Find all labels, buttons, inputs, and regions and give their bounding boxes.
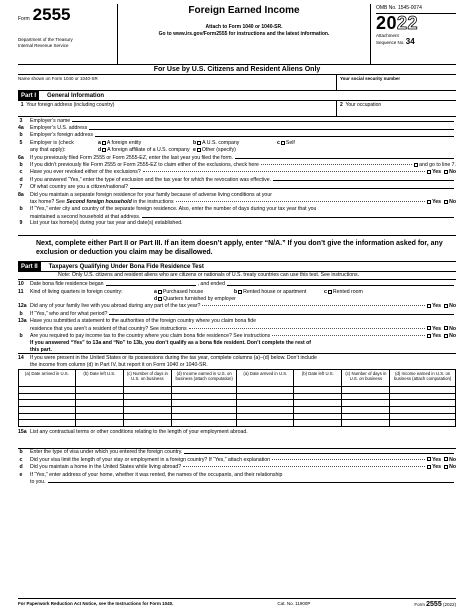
part1-tag: Part I [18,91,39,101]
table-cell[interactable] [390,400,456,407]
table-cell[interactable] [19,387,76,394]
table-cell[interactable] [294,387,342,394]
line1-label: Your foreign address (including country) [26,102,115,108]
yes-option[interactable] [427,464,441,470]
checkbox[interactable] [444,200,448,204]
table-cell[interactable] [390,393,456,400]
form-label: Form [18,16,30,22]
line8b-label-1: If “Yes,” enter city and country of the separate foreign residence. Also, enter the number of days during your tax year that you [30,206,317,213]
attach-line: Attach to Form 1040 or 1040-SR. [205,24,283,30]
line5-label-a: Employer is (check [30,139,74,146]
table-cell[interactable] [294,400,342,407]
option-label: A U.S. company [202,139,240,146]
line-13-warning-1 [18,340,456,347]
name-field[interactable] [18,75,336,90]
table-cell[interactable] [171,420,237,427]
line-4a: 4a Employer’s U.S. address [18,124,456,131]
table-cell[interactable] [294,413,342,420]
table-cell[interactable] [171,387,237,394]
table-cell[interactable] [390,387,456,394]
omb-number: OMB No. 1545-0074 [376,5,456,14]
table-cell[interactable] [75,387,123,394]
no-label: No [449,332,456,339]
checkbox[interactable] [197,141,201,145]
table-cell[interactable] [342,413,390,420]
checkbox[interactable] [444,170,448,174]
checkbox[interactable] [281,141,285,145]
line11-label: Kind of living quarters in foreign country: [30,288,123,295]
table-cell[interactable] [237,413,294,420]
table-cell[interactable] [171,413,237,420]
line13a-label-1: Have you submitted a statement to the authorities of the foreign country where you claim bona fide [30,318,257,325]
part2-header [18,262,456,272]
option-label: Self [285,139,295,146]
yes-label: Yes [432,169,442,176]
line-13b: b Are you required to pay income tax to the country where you claim bona fide residence? See instructions Yes No [18,332,456,339]
line15b-label: Enter the type of visa under which you entered the foreign country. [30,449,183,456]
no-label: No [449,325,456,332]
dept-line1: Department of the Treasury [18,37,73,42]
yes-option[interactable] [427,169,441,175]
table-row [19,387,456,394]
part2-title: Taxpayers Qualifying Under Bona Fide Residence Test [48,263,204,270]
for-use-banner: For Use by U.S. Citizens and Resident Aliens Only [18,65,456,75]
part1-title: General Information [47,92,105,99]
option-label: Rented room [332,288,363,295]
line-15a: 15a List any contractual terms or other conditions relating to the length of your employment abroad. [18,427,456,449]
citizenship-input[interactable] [130,185,454,189]
no-option[interactable] [444,326,456,332]
no-label: No [449,198,456,205]
checkbox[interactable] [444,304,448,308]
table-row [19,413,456,420]
line2-label: Your occupation [345,102,382,108]
line6d-label: If you answered “Yes,” enter the type of exclusion and the tax year for which the revocation was effective. [30,176,272,183]
line15d-label: Did you maintain a home in the United States while living abroad? [30,464,182,471]
table-cell[interactable] [75,406,123,413]
table-cell[interactable] [123,387,171,394]
table-cell[interactable] [123,393,171,400]
option-label: Purchased house [162,288,204,295]
checkbox[interactable] [427,465,431,469]
line14-label-2: the income from column (d) in Part IV, but report it on Form 1040 or 1040-SR. [30,362,208,369]
option-label: Rented house or apartment [243,288,307,295]
option-label: Other (specify) [201,147,236,154]
checkbox[interactable] [444,457,448,461]
no-option[interactable] [444,199,456,205]
line-11-row1: 11 Kind of living quarters in foreign country: a Purchased house b Rented house or apartment c Rented room [18,288,363,295]
tax-year [376,14,456,33]
table-row [19,406,456,413]
occupation-field[interactable]: 2 Your occupation [336,101,456,116]
line-14-1: 14 If you were present in the United States or its possessions during the tax year, complete columns (a)–(d) below. Don’t include [18,355,317,362]
line3-label: Employer’s name [30,117,71,124]
line-6b: b If you didn’t previously file Form 2555 or Form 2555-EZ to claim either of the exclusions, check here and go to line 7. [18,162,456,169]
header-center [118,4,370,64]
col-date-arrived-2: (a) Date arrived in U.S. [237,370,294,387]
name-label: Name shown on Form 1040 or 1040-SR [18,76,98,81]
line12a-label: Did any of your family live with you abroad during any part of the tax year? [30,303,201,310]
line6b-label: If you didn’t previously file Form 2555 or Form 2555-EZ to claim either of the exclusions, check here [30,162,259,169]
checkbox[interactable] [444,326,448,330]
col-date-left: (b) Date left U.S. [75,370,123,387]
table-cell[interactable] [171,393,237,400]
yes-option[interactable] [427,326,441,332]
employer-foreign-affiliate-option[interactable]: d A foreign affiliate of a U.S. company [98,147,190,154]
table-cell[interactable] [390,413,456,420]
attachment-label: Attachment [376,33,399,38]
name-row [18,75,456,91]
line6b-end: and go to line 7. [419,162,456,169]
checkbox[interactable] [238,290,242,294]
line4a-label: Employer’s U.S. address [30,125,88,132]
table-cell[interactable] [294,406,342,413]
line-12b: b If “Yes,” who and for what period? [18,310,456,317]
rented-house-option[interactable]: b Rented house or apartment [234,288,307,295]
table-cell[interactable] [390,420,456,427]
line15a-label: List any contractual terms or other conditions relating to the length of your employment abroad. [30,428,248,435]
line-5-row2 [18,147,456,154]
no-option[interactable] [444,464,456,470]
no-label: No [449,456,456,463]
ssn-field[interactable] [336,75,456,90]
us-home-address-input[interactable] [48,479,454,483]
line15e-label-1: If “Yes,” enter address of your home, whether it was rented, the names of the occupants, and their relationship [30,471,283,478]
table-cell[interactable] [342,393,390,400]
line8a-label-2 [30,199,174,205]
checkbox[interactable] [102,148,106,152]
no-label: No [449,169,456,176]
line5-label-b: any that apply): [30,147,66,154]
ssn-label: Your social security number [340,76,401,81]
line-8b-1: b If “Yes,” enter city and country of the separate foreign residence. Also, enter the number of days during your tax year that you [18,206,317,213]
table-cell[interactable] [19,413,76,420]
table-cell[interactable] [237,420,294,427]
header-left [18,4,118,64]
checkbox[interactable] [427,200,431,204]
checkbox[interactable] [158,297,162,301]
yes-label: Yes [432,332,442,339]
line-8a-2 [18,198,456,205]
residence-ended-input[interactable] [227,282,454,286]
table-cell[interactable] [342,400,390,407]
line-5-row1: 5 Employer is (check a A foreign entity b A U.S. company c Self [18,139,295,146]
no-label: No [449,464,456,471]
employer-name-input[interactable] [72,118,454,122]
line8a-text-b: Second foreign household [66,198,132,205]
line-12a: 12a Did any of your family live with you abroad during any part of the tax year? Yes No [18,303,456,310]
line-15e-1: e If “Yes,” enter address of your home, whether it was rented, the names of the occupants, and their relationship [18,471,283,478]
revocation-input[interactable] [273,177,454,181]
employer-quarters-option[interactable]: d Quarters furnished by employer [154,295,236,302]
employer-self-option[interactable]: c Self [277,139,295,146]
line-7: 7 Of what country are you a citizen/national? [18,184,456,191]
table-cell[interactable] [342,387,390,394]
footer-year: (2022) [442,602,456,607]
form-number: 2555 [32,5,71,24]
header-right [370,4,456,64]
table-cell[interactable] [171,406,237,413]
table-cell[interactable] [390,406,456,413]
line15c-label: Did your visa limit the length of your stay or employment in a foreign country? If “Yes,” attach explanation [30,456,270,463]
line13-warning-text-2: this part. [30,347,52,354]
line13b-label: Are you required to pay income tax to the country where you claim bona fide residence? See instructions [30,332,271,339]
col-days-business-2: (c) Number of days in U.S. on business [342,370,390,387]
table-cell[interactable] [19,406,76,413]
form-footer [18,598,456,608]
presence-table [18,369,456,427]
employer-us-address-input[interactable] [89,126,454,130]
no-option[interactable] [444,457,456,463]
line10-end-label: , and ended [197,281,225,288]
line4b-label: Employer’s foreign address [30,132,93,139]
yes-label: Yes [432,464,442,471]
table-cell[interactable] [123,406,171,413]
table-cell[interactable] [19,400,76,407]
line-4b: b Employer’s foreign address [18,132,456,139]
table-cell[interactable] [237,387,294,394]
residence-began-input[interactable] [106,282,196,286]
line6a-label: If you previously filed Form 2555 or Form 2555-EZ, enter the last year you filed the form. [30,154,233,161]
line-6a: 6a If you previously filed Form 2555 or Form 2555-EZ, enter the last year you filed the form. [18,154,456,161]
col-income-earned: (d) Income earned in U.S. on business (attach computation) [171,370,237,387]
line6b-checkbox[interactable] [414,163,418,167]
table-header-row [19,370,456,387]
table-cell[interactable] [237,393,294,400]
line-15b: b Enter the type of visa under which you entered the foreign country. [18,449,456,456]
yes-option[interactable] [427,457,441,463]
col-income-earned-2: (d) Income earned in U.S. on business (attach computation) [390,370,456,387]
table-cell[interactable] [75,400,123,407]
line10-label: Date bona fide residence began [30,281,104,288]
col-days-business: (c) Number of days in U.S. on business [123,370,171,387]
checkbox[interactable] [444,465,448,469]
checkbox[interactable] [427,334,431,338]
line-9: 9 List your tax home(s) during your tax year and date(s) established. [18,220,456,236]
yes-label: Yes [432,456,442,463]
lines-1-2 [18,101,456,117]
catalog-number: Cat. No. 11900P [277,601,311,606]
line8a-text-c: in the instructions [131,198,174,205]
employer-foreign-address-input[interactable] [95,133,454,137]
line-6c: c Have you ever revoked either of the exclusions? Yes No [18,169,456,176]
checkbox[interactable] [427,170,431,174]
year-prefix: 20 [376,13,398,33]
line12b-label: If “Yes,” who and for what period? [30,310,108,317]
table-cell[interactable] [294,420,342,427]
table-cell[interactable] [19,393,76,400]
no-option[interactable] [444,169,456,175]
rented-room-option[interactable]: c Rented room [324,288,363,295]
table-cell[interactable] [75,413,123,420]
line8b-label-2: maintained a second household at that address. [30,213,141,220]
option-label: Quarters furnished by employer [163,295,236,302]
part1-header [18,91,456,101]
sequence-label: Sequence No. [376,39,405,45]
line15e-label-2: to you. [30,478,46,485]
checkbox[interactable] [102,141,106,145]
part2-note: Note: Only U.S. citizens and resident aliens who are citizens or nationals of U.S. treaty countries can use this test. See instructions. [18,272,456,280]
checkbox[interactable] [197,148,201,152]
line-15e-2 [18,478,456,485]
line-6d: d If you answered “Yes,” enter the type of exclusion and the tax year for which the revocation was effective. [18,176,456,183]
yes-option[interactable] [427,199,441,205]
checkbox[interactable] [427,457,431,461]
visa-type-input[interactable] [184,450,454,454]
option-label: A foreign entity [106,139,142,146]
line-8a-1: 8a Did you maintain a separate foreign residence for your family because of adverse living conditions at your [18,191,272,198]
line-13-warning-2 [18,347,456,354]
col-date-left-2: (b) Date left U.S. [294,370,342,387]
yes-label: Yes [432,303,442,310]
line-14-2 [18,362,456,369]
line13-warning-text-1: If you answered “Yes” to 13a and “No” to 13b, you don’t qualify as a bona fide resident. Don’t complete the rest of [30,340,312,347]
foreign-address-field[interactable]: 1 Your foreign address (including country) [18,102,115,108]
purchased-house-option[interactable]: a Purchased house [154,288,204,295]
second-household-input[interactable] [142,214,454,218]
employer-foreign-entity-option[interactable]: a A foreign entity [98,139,142,146]
line7-label: Of what country are you a citizen/national? [30,184,129,191]
form-header [18,4,456,65]
employer-us-company-option[interactable]: b A U.S. company [193,139,240,146]
footer-form-id [414,601,456,608]
table-cell[interactable] [123,420,171,427]
col-date-arrived: (a) Date arrived in U.S. [19,370,76,387]
table-cell[interactable] [75,420,123,427]
family-period-input[interactable] [109,311,454,315]
table-row [19,420,456,427]
line6c-label: Have you ever revoked either of the exclusions? [30,169,141,176]
sequence-number: 34 [405,36,415,46]
table-row [19,400,456,407]
table-row [19,393,456,400]
part2-tag: Part II [18,262,41,272]
dept-line2: Internal Revenue Service [18,42,69,48]
line-3: 3 Employer’s name [18,117,456,124]
table-cell[interactable] [237,406,294,413]
no-option[interactable] [444,333,456,339]
line-10: 10 Date bona fide residence began , and ended [18,280,456,287]
form-title: Foreign Earned Income [188,5,300,16]
table-cell[interactable] [342,420,390,427]
table-cell[interactable] [19,420,76,427]
yes-option[interactable] [427,333,441,339]
notice-text: Next, complete either Part II or Part III. If an item doesn’t apply, enter “N/A.” If you don’t give the information asked for, any exclusion or deduction you claim may be disallowed. [18,236,456,262]
table-cell[interactable] [171,400,237,407]
line8a-text-a: tax home? See [30,198,67,205]
line-15d: d Did you maintain a home in the United States while living abroad? Yes No [18,464,456,471]
line14-label-1: If you were present in the United States or its possessions during the tax year, complete columns (a)–(d) below. Don’t include [30,355,317,362]
employer-other-option[interactable]: e Other (specify) [193,147,236,154]
yes-option[interactable] [427,303,441,309]
line-11-row2 [18,295,456,302]
yes-label: Yes [432,325,442,332]
table-cell[interactable] [342,406,390,413]
table-cell[interactable] [123,413,171,420]
checkbox[interactable] [328,290,332,294]
checkbox[interactable] [427,326,431,330]
line8a-label-1: Did you maintain a separate foreign residence for your family because of adverse living conditions at your [30,191,272,198]
line-13a-2 [18,325,456,332]
table-cell[interactable] [237,400,294,407]
checkbox[interactable] [158,290,162,294]
no-label: No [449,303,456,310]
footer-notice: For Paperwork Reduction Act Notice, see the Instructions for Form 1040. [18,601,174,606]
checkbox[interactable] [444,334,448,338]
option-label: A foreign affiliate of a U.S. company [107,147,190,154]
footer-form-number: 2555 [426,601,442,608]
line-8b-2 [18,213,456,220]
table-cell[interactable] [75,393,123,400]
yes-label: Yes [432,198,442,205]
line9-label: List your tax home(s) during your tax year and date(s) established. [30,220,183,227]
no-option[interactable] [444,303,456,309]
line13a-label-2: residence that you aren’t a resident of that country? See instructions [30,325,187,332]
line-13a-1: 13a Have you submitted a statement to the authorities of the foreign country where you claim bona fide [18,318,257,325]
line-15c: c Did your visa limit the length of your stay or employment in a foreign country? If “Yes,” attach explanation Yes No [18,456,456,463]
goto-line: Go to www.irs.gov/Form2555 for instructions and the latest information. [158,30,330,37]
year-suffix: 22 [397,13,419,33]
last-year-filed-input[interactable] [235,155,454,159]
checkbox[interactable] [427,304,431,308]
footer-form-label: Form [414,602,425,607]
table-cell[interactable] [123,400,171,407]
table-cell[interactable] [294,393,342,400]
